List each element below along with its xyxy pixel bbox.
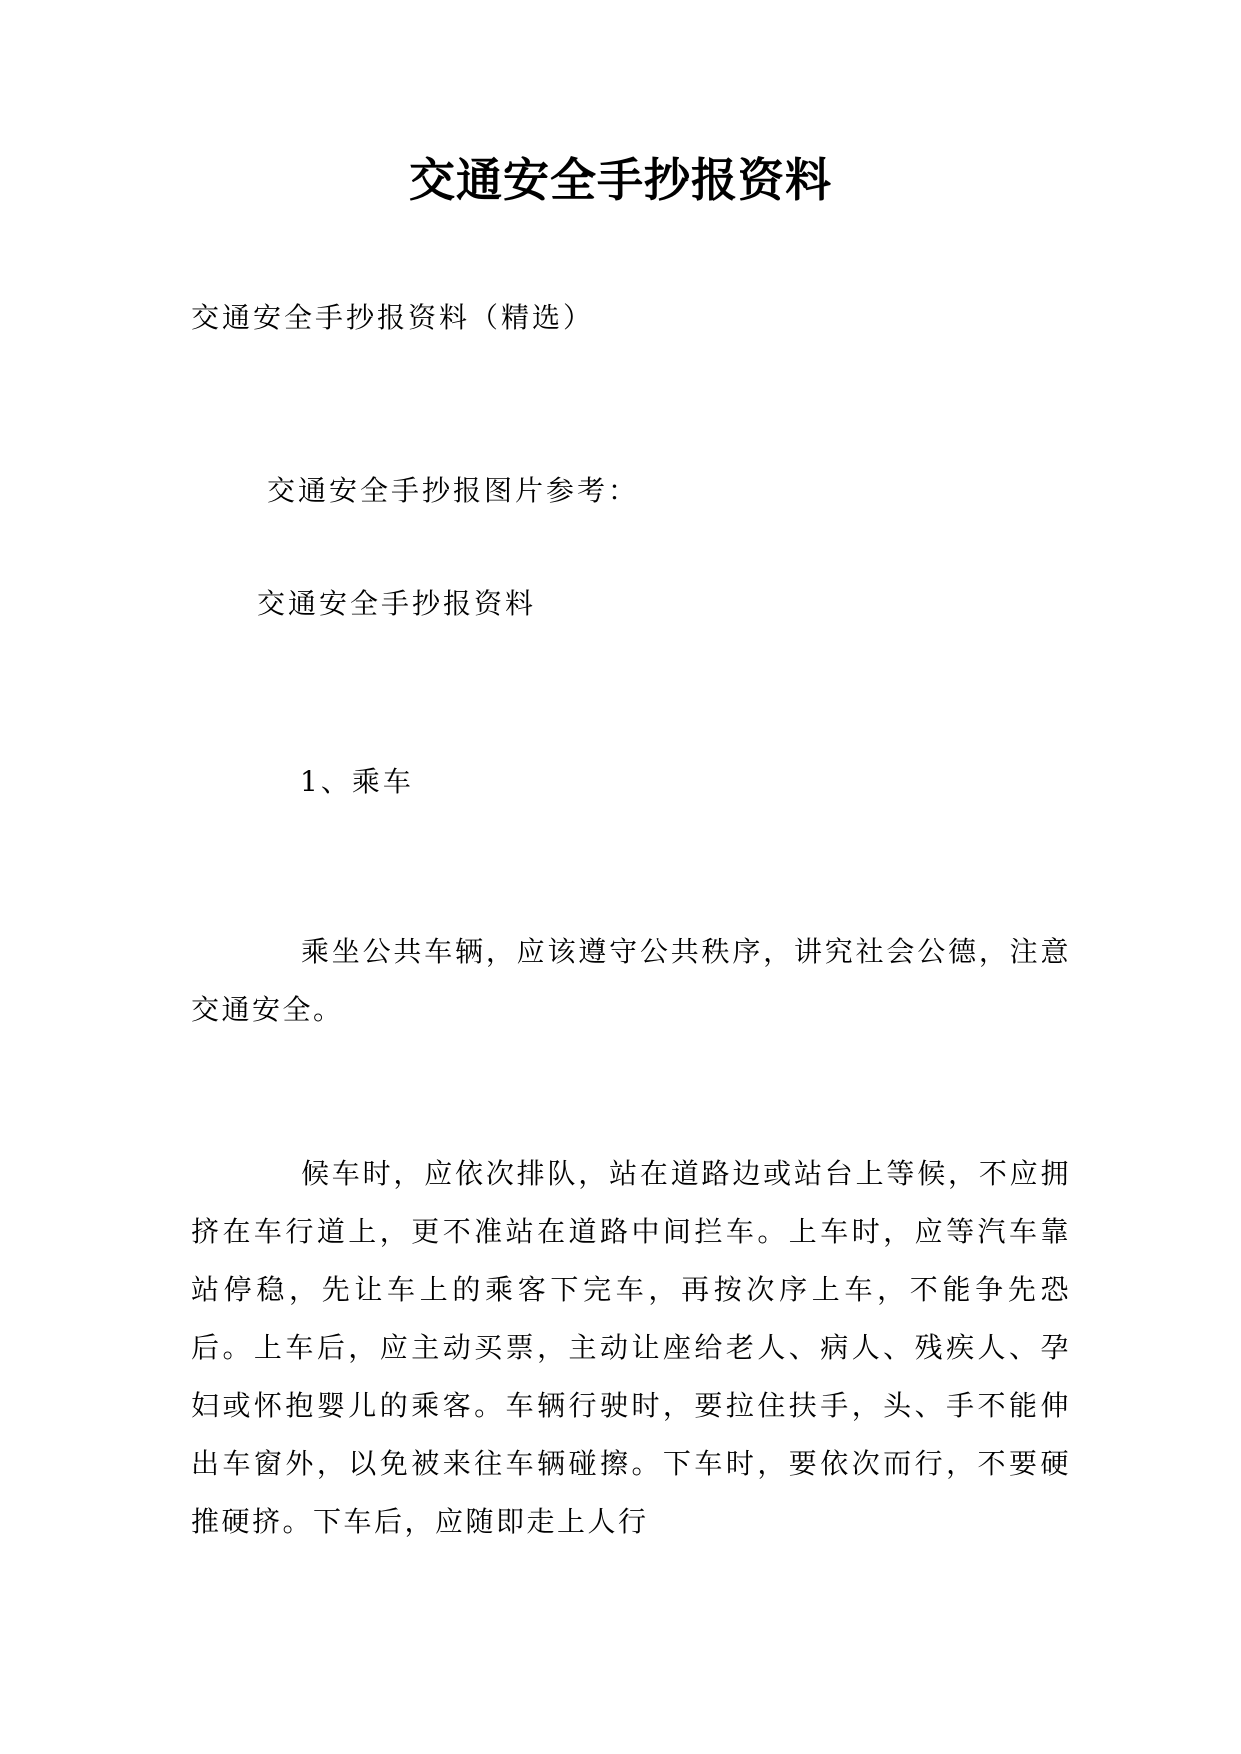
image-reference-label: 交通安全手抄报图片参考： <box>267 474 640 507</box>
paragraph-2: 候车时，应依次排队，站在道路边或站台上等候，不应拥挤在车行道上，更不准站在道路中间拦车。上车时，应等汽车靠站停稳，先让车上的乘客下完车，再按次序上车，不能争先恐后。上车后，应主动买票，主动让座给老人、病人、残疾人、孕妇或怀抱婴儿的乘客。车辆行驶时，要拉住扶手，头、手不能伸出车窗外，以免被来往车辆碰擦。下车时，要依次而行，不要硬推硬挤。下车后，应随即走上人行 <box>191 1157 1071 1538</box>
document-subtitle: 交通安全手抄报资料（精选） <box>191 301 595 334</box>
section-heading: 交通安全手抄报资料 <box>257 587 537 620</box>
item-heading: 1、乘车 <box>300 765 414 798</box>
document-title: 交通安全手抄报资料 <box>409 153 832 207</box>
paragraph-1: 乘坐公共车辆，应该遵守公共秩序，讲究社会公德，注意交通安全。 <box>191 935 1071 1026</box>
